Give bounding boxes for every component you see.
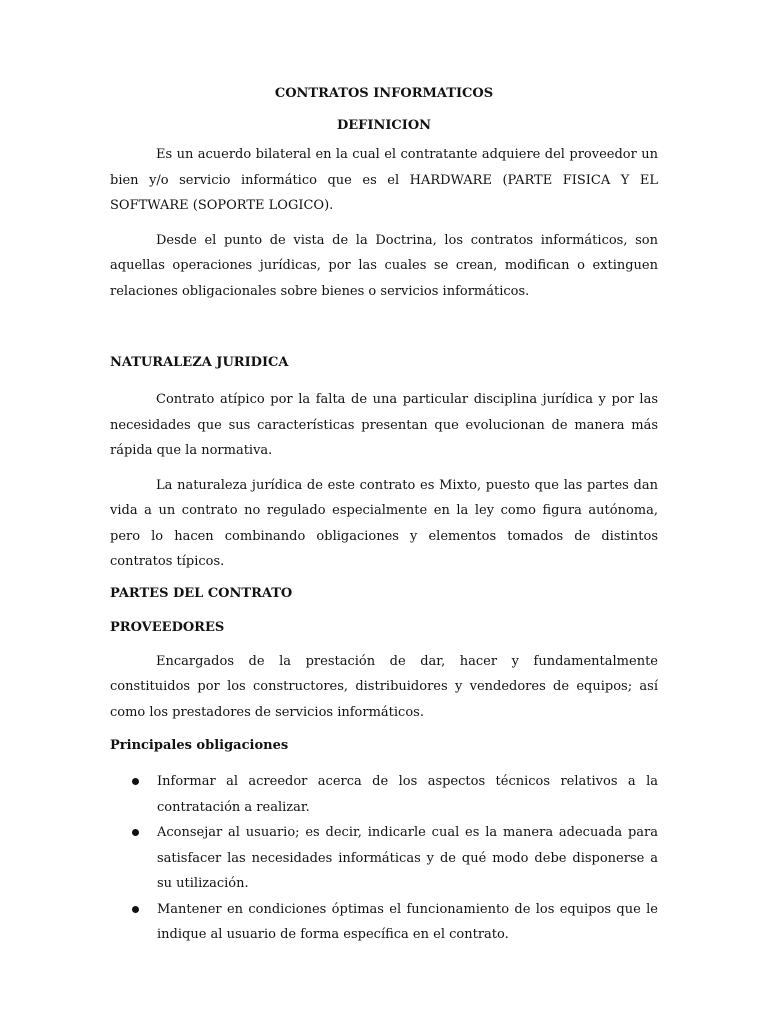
- paragraph-definicion-2: Desde el punto de vista de la Doctrina, los contratos informáticos, son aquellas operaciones jurídicas, por las cuales se crean, modifican o extinguen relaciones obligacionales sobre bienes o servicios informáticos.: [110, 232, 658, 299]
- list-item: [110, 820, 658, 897]
- heading-principales-obligaciones: Principales obligaciones: [110, 738, 289, 753]
- list-item: [110, 769, 658, 820]
- paragraph-definicion-1: Es un acuerdo bilateral en la cual el contratante adquiere del proveedor un bien y/o servicio informático que es el HARDWARE (PARTE FISICA Y EL SOFTWARE (SOPORTE LOGICO).: [110, 147, 658, 213]
- heading-proveedores: PROVEEDORES: [110, 619, 225, 635]
- bullet-icon: [132, 829, 139, 836]
- bullet-icon: [132, 906, 139, 913]
- paragraph-naturaleza-1: Contrato atípico por la falta de una particular disciplina jurídica y por las necesidades que sus características presentan que evolucionan de manera más rápida que la normativa.: [110, 392, 658, 458]
- bullet-icon: [132, 778, 139, 785]
- heading-naturaleza-juridica: NATURALEZA JURIDICA: [110, 355, 289, 370]
- heading-partes-del-contrato: PARTES DEL CONTRATO: [110, 585, 293, 601]
- list-item-text: Informar al acreedor acerca de los aspectos técnicos relativos a la contratación a realizar.: [157, 774, 658, 815]
- list-item: [110, 897, 658, 948]
- paragraph-naturaleza-2: La naturaleza jurídica de este contrato es Mixto, puesto que las partes dan vida a un contrato no regulado especialmente en la ley como figura autónoma, pero lo hacen combinando obligaciones y elementos tomados de distintos contratos típicos.: [110, 477, 658, 569]
- document-title: CONTRATOS INFORMATICOS: [274, 86, 494, 101]
- list-item-text: Aconsejar al usuario; es decir, indicarle cual es la manera adecuada para satisfacer las necesidades informáticas y de qué modo debe disponerse a su utilización.: [157, 825, 658, 891]
- section-title-definicion: DEFINICION: [336, 118, 432, 133]
- document-page: [110, 78, 658, 948]
- paragraph-proveedores: Encargados de la prestación de dar, hacer y fundamentalmente constituidos por los constructores, distribuidores y vendedores de equipos; así como los prestadores de servicios informáticos.: [110, 653, 658, 720]
- list-item-text: Mantener en condiciones óptimas el funcionamiento de los equipos que le indique al usuario de forma específica en el contrato.: [157, 901, 658, 942]
- obligaciones-list: [110, 769, 658, 948]
